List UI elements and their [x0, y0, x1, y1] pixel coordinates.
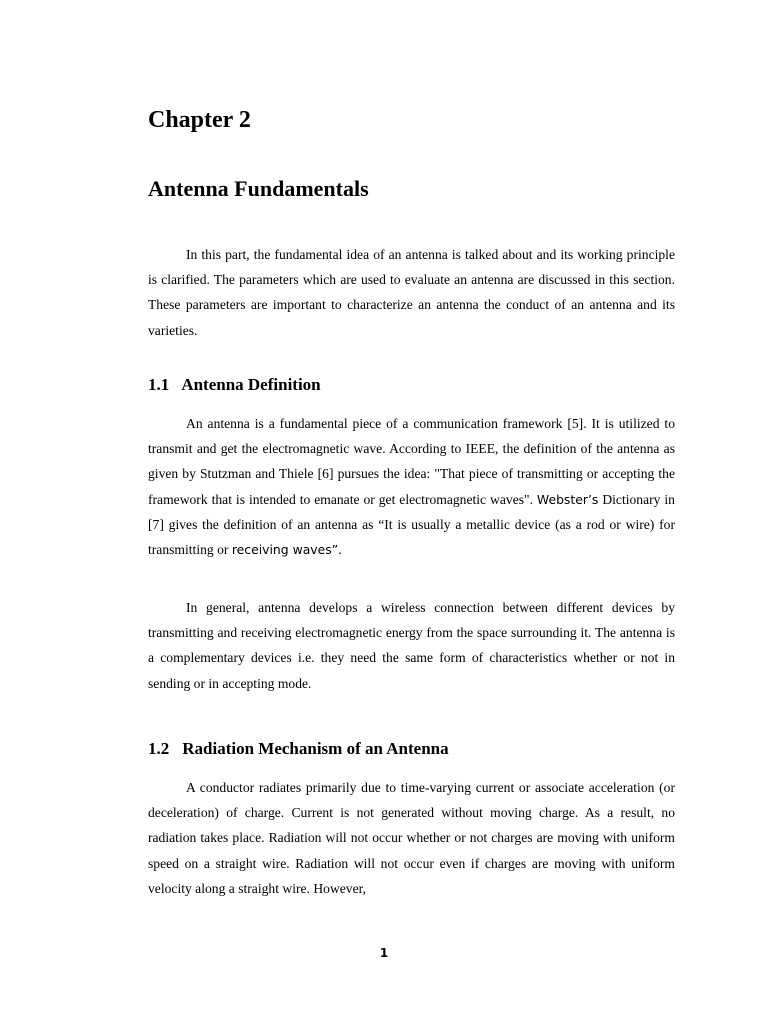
- chapter-label: Chapter 2: [148, 107, 251, 133]
- section-number: 1.1: [148, 375, 170, 394]
- definition-text-a: An antenna is a fundamental piece of a communication framework [5]. It is utilized to transmit and get the electromagnetic wave. According to IEEE, the definition of the antenna as given by Stutzman and Thiele [6] pursues the idea: "That piece of transmitting or accepting the framework that is intended to emanate or get electromagnetic waves".: [148, 416, 675, 507]
- definition-text-d: receiving waves”.: [231, 542, 343, 558]
- section-heading-1-1: [148, 373, 321, 397]
- chapter-title: Antenna Fundamentals: [148, 176, 369, 201]
- page-number: 1: [379, 946, 389, 960]
- definition-paragraph: [148, 411, 675, 562]
- intro-paragraph: In this part, the fundamental idea of an antenna is talked about and its working principle is clarified. The parameters which are used to evaluate an antenna are discussed in this section. These parameters are important to characterize an antenna the conduct of an antenna and its varieties.: [148, 247, 675, 338]
- radiation-paragraph: A conductor radiates primarily due to time-varying current or associate acceleration (or deceleration) of charge. Current is not generated without moving charge. As a result, no radiation takes place. Radiation will not occur whether or not charges are moving with uniform speed on a straight wire. Radiation will not occur even if charges are moving with uniform velocity along a straight wire. However,: [148, 780, 675, 896]
- section-title: Antenna Definition: [181, 375, 321, 394]
- section-title: Radiation Mechanism of an Antenna: [182, 739, 449, 758]
- definition-text-b: Webster’s: [536, 491, 599, 507]
- section-number: 1.2: [148, 739, 170, 758]
- section-heading-1-2: [148, 737, 449, 761]
- general-paragraph: In general, antenna develops a wireless connection between different devices by transmitting and receiving electromagnetic energy from the space surrounding it. The antenna is a complementary devices i.e. they need the same form of characteristics whether or not in sending or in accepting mode.: [148, 600, 675, 691]
- definition-text-c: Dictionary in [7] gives the definition of an antenna as “It is usually a metallic device (as a rod or wire) for transmitting or: [148, 491, 675, 558]
